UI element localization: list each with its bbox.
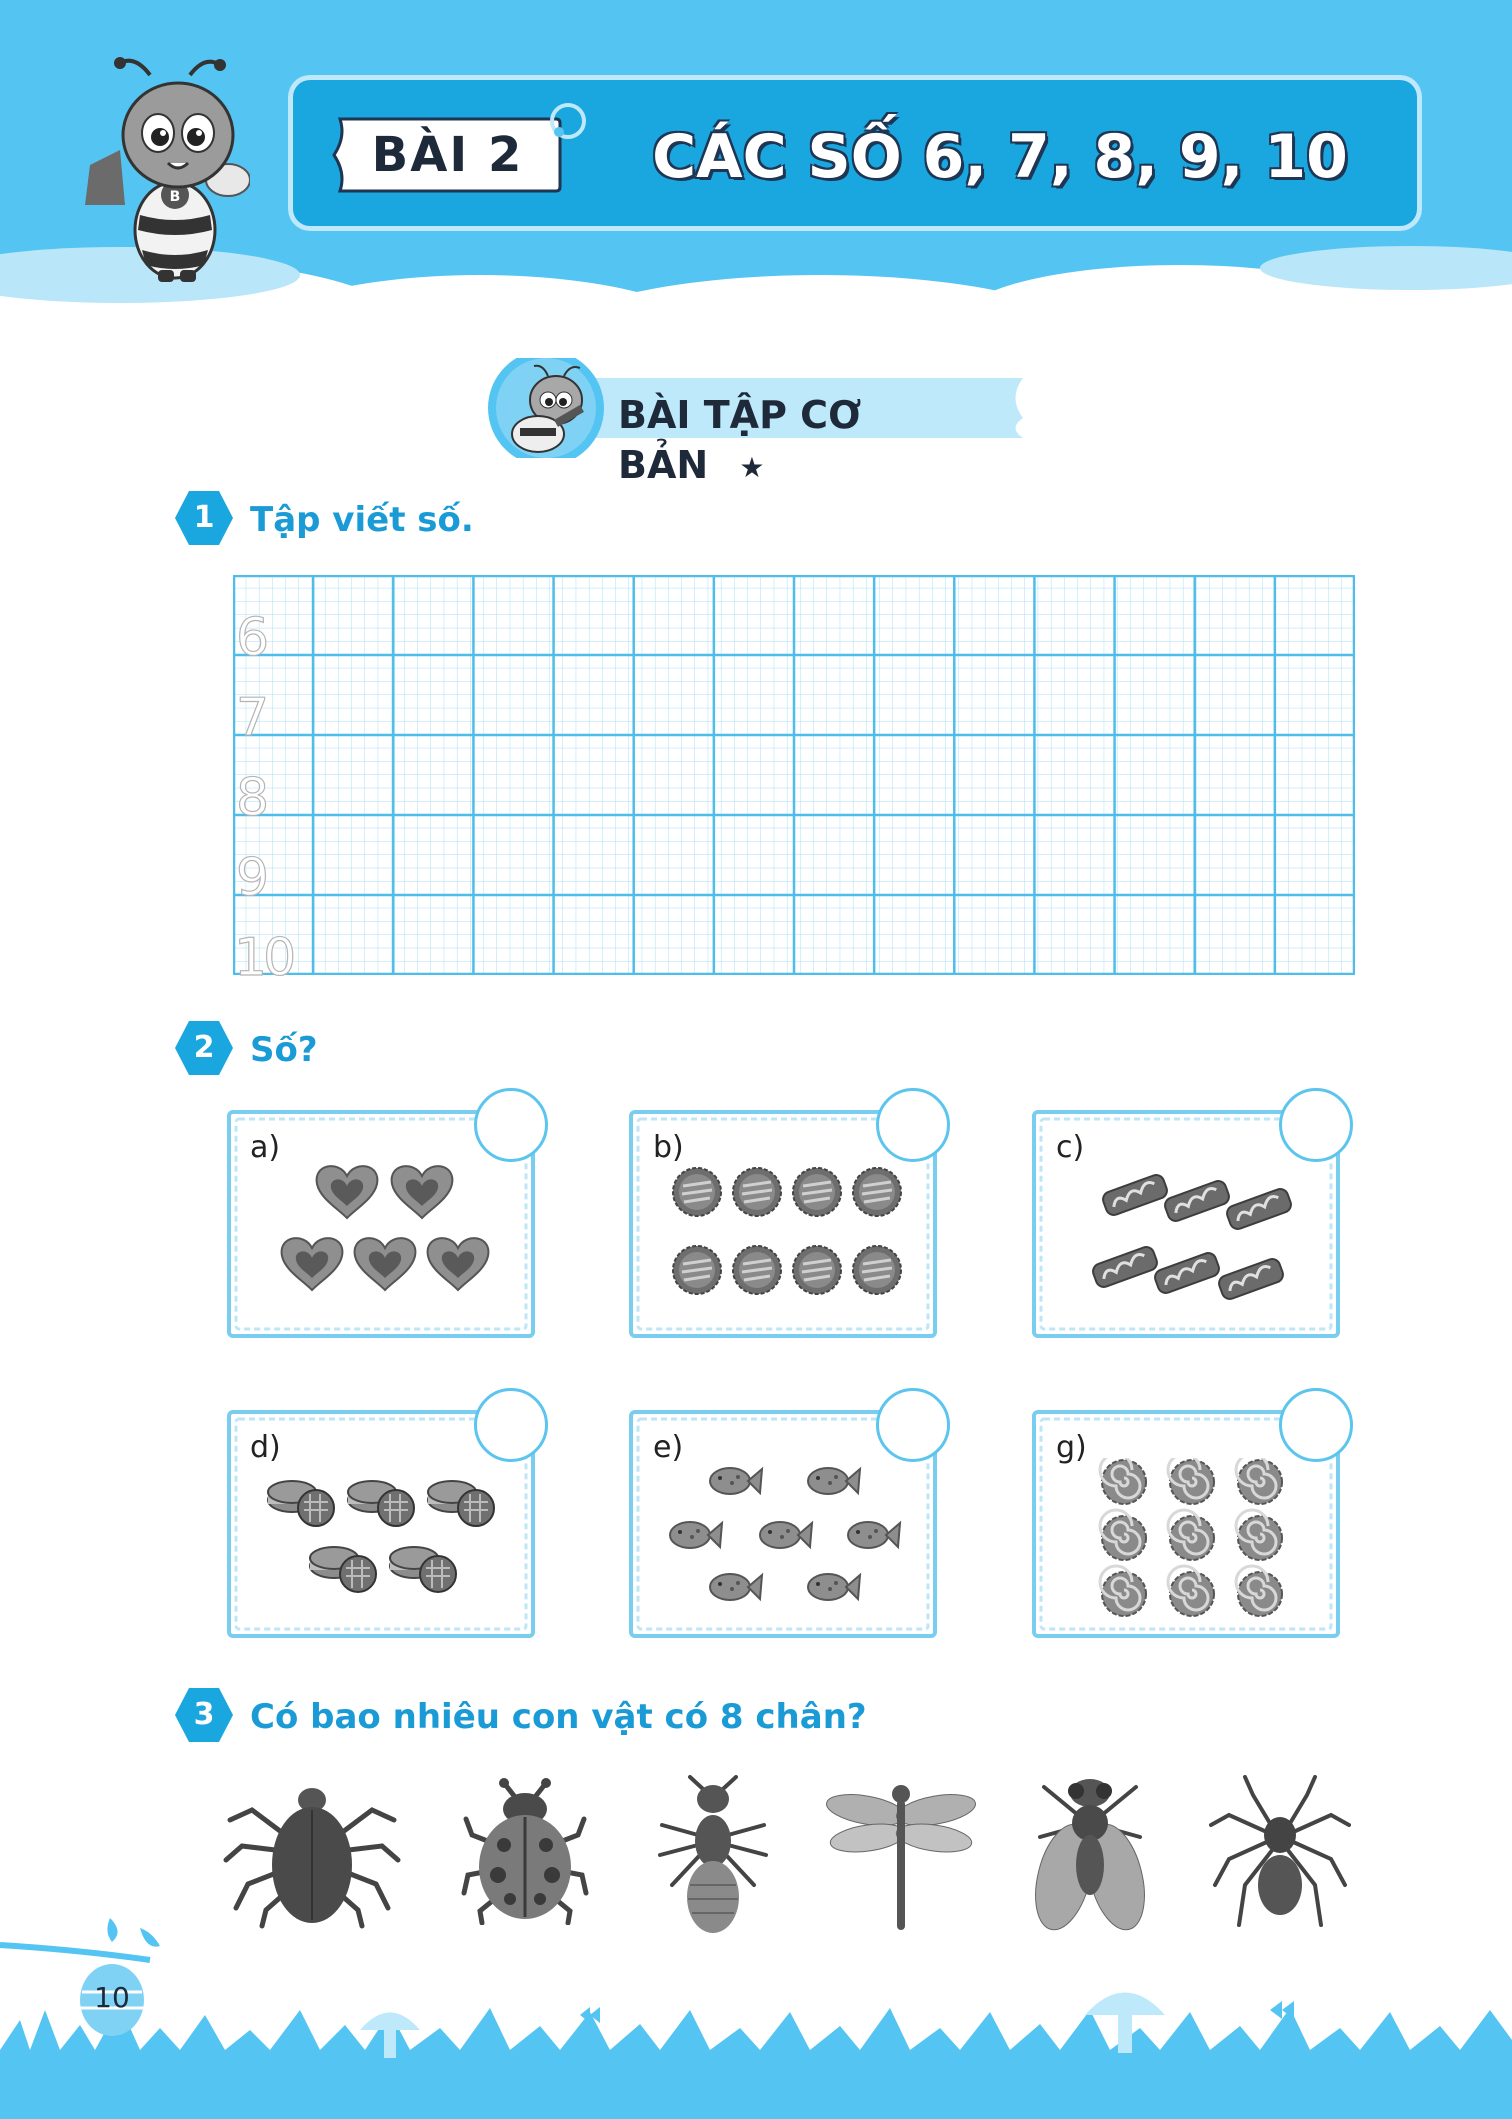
- heart-cookie-icon: [282, 1238, 343, 1290]
- writing-bee-icon: [498, 362, 598, 457]
- answer-circle-a[interactable]: [474, 1088, 548, 1162]
- heart-cookie-icon: [317, 1166, 378, 1218]
- round-cookies-group: [665, 1160, 915, 1300]
- answer-circle-b[interactable]: [876, 1088, 950, 1162]
- card-e-letter: e): [653, 1430, 684, 1465]
- bee-mascot-icon: [80, 55, 250, 285]
- exercise-3-number: 3: [193, 1697, 215, 1732]
- card-c-letter: c): [1056, 1130, 1085, 1165]
- answer-circle-e[interactable]: [876, 1388, 950, 1462]
- pastry-rolls-group: [1085, 1165, 1300, 1305]
- trace-digit-9: 9: [236, 848, 270, 908]
- exercise-2-title: Số?: [250, 1030, 318, 1070]
- svg-text:B: B: [169, 189, 181, 205]
- page-number: 10: [94, 1981, 130, 2014]
- card-d-letter: d): [250, 1430, 281, 1465]
- answer-circle-g[interactable]: [1279, 1388, 1353, 1462]
- exercise-1-title: Tập viết số.: [250, 500, 474, 540]
- answer-circle-d[interactable]: [474, 1388, 548, 1462]
- sandwich-cookies-group: [260, 1470, 510, 1600]
- lesson-label: BÀI 2: [371, 127, 524, 183]
- heart-cookies-group: [270, 1155, 500, 1305]
- heart-cookie-icon: [392, 1166, 453, 1218]
- answer-circle-c[interactable]: [1279, 1088, 1353, 1162]
- writing-grid[interactable]: [233, 575, 1355, 975]
- heart-cookie-icon: [428, 1238, 489, 1290]
- trace-digit-8: 8: [236, 768, 270, 828]
- trace-digit-7: 7: [236, 688, 270, 748]
- trace-digit-6: 6: [236, 608, 270, 668]
- card-g-letter: g): [1056, 1430, 1087, 1465]
- trace-number-10: 10: [234, 928, 293, 988]
- exercise-3-title: Có bao nhiêu con vật có 8 chân?: [250, 1697, 867, 1737]
- exercise-1-number: 1: [193, 500, 215, 535]
- section-label-text: BÀI TẬP CƠ BẢN: [618, 393, 862, 487]
- fish-crackers-group: [660, 1455, 915, 1615]
- lesson-title: CÁC SỐ 6, 7, 8, 9, 10: [652, 122, 1348, 192]
- star-icon: ★: [739, 450, 765, 484]
- card-b-letter: b): [653, 1130, 684, 1165]
- heart-cookie-icon: [355, 1238, 416, 1290]
- swirl-cookies-group: [1092, 1458, 1292, 1618]
- card-a-letter: a): [250, 1130, 281, 1165]
- grass-footer: [0, 1900, 1512, 2119]
- exercise-2-number: 2: [193, 1030, 215, 1065]
- section-label: [618, 390, 958, 487]
